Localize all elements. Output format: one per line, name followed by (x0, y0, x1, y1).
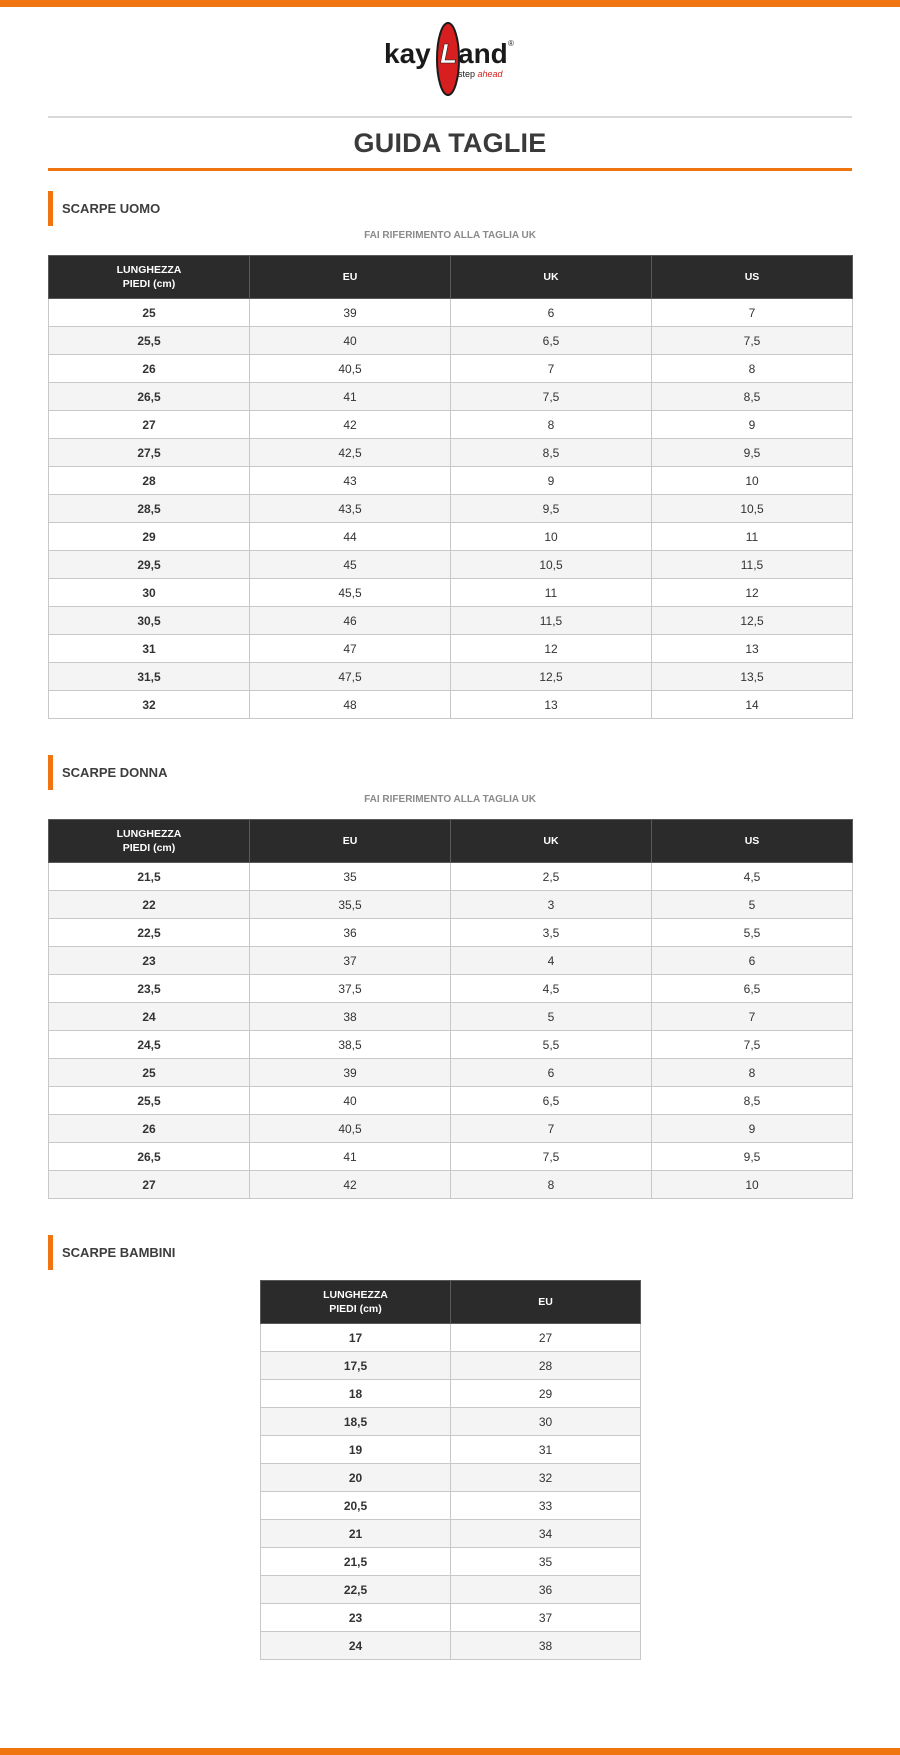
logo-text-left: kay (384, 38, 431, 69)
foot-length-cell: 26 (49, 1115, 250, 1143)
table-row (261, 1436, 641, 1464)
table-row (49, 1143, 853, 1171)
logo-text-right: and (458, 38, 508, 69)
table-row (49, 975, 853, 1003)
foot-length-cell: 25 (49, 299, 250, 327)
size-cell: 40 (250, 327, 451, 355)
size-cell: 12,5 (451, 663, 652, 691)
page-title: GUIDA TAGLIE (353, 128, 547, 158)
size-cell: 28 (451, 1352, 641, 1380)
size-cell: 37,5 (250, 975, 451, 1003)
size-cell: 9,5 (652, 439, 853, 467)
size-cell: 43,5 (250, 495, 451, 523)
section-accent-bar (48, 191, 53, 226)
column-header: US (652, 256, 853, 299)
size-cell: 10 (652, 467, 853, 495)
size-cell: 5 (652, 891, 853, 919)
size-cell: 5 (451, 1003, 652, 1031)
foot-length-cell: 20,5 (261, 1492, 451, 1520)
table-row (49, 863, 853, 891)
column-header: EU (250, 256, 451, 299)
table-row (49, 579, 853, 607)
foot-length-cell: 21,5 (49, 863, 250, 891)
size-cell: 5,5 (652, 919, 853, 947)
size-cell: 9 (652, 1115, 853, 1143)
table-row (49, 1059, 853, 1087)
size-cell: 4 (451, 947, 652, 975)
size-cell: 34 (451, 1520, 641, 1548)
size-cell: 13 (451, 691, 652, 719)
size-cell: 10 (451, 523, 652, 551)
size-cell: 8,5 (451, 439, 652, 467)
foot-length-cell: 23 (49, 947, 250, 975)
size-table-uomo (48, 255, 853, 719)
section-accent-bar (48, 755, 53, 790)
size-cell: 39 (250, 1059, 451, 1087)
size-cell: 43 (250, 467, 451, 495)
size-cell: 9 (451, 467, 652, 495)
table-row (49, 467, 853, 495)
table-row (49, 1031, 853, 1059)
size-table-donna (48, 819, 853, 1199)
size-cell: 6 (451, 1059, 652, 1087)
size-cell: 6,5 (451, 1087, 652, 1115)
table-row (49, 607, 853, 635)
size-cell: 6 (652, 947, 853, 975)
size-cell: 41 (250, 383, 451, 411)
section-note-donna: FAI RIFERIMENTO ALLA TAGLIA UK (364, 794, 536, 805)
foot-length-cell: 23 (261, 1604, 451, 1632)
table-row (49, 411, 853, 439)
column-header: LUNGHEZZA PIEDI (cm) (261, 1281, 451, 1324)
table-row (49, 327, 853, 355)
size-cell: 8,5 (652, 1087, 853, 1115)
size-cell: 11 (451, 579, 652, 607)
size-cell: 10,5 (451, 551, 652, 579)
table-row (49, 919, 853, 947)
foot-length-cell: 18,5 (261, 1408, 451, 1436)
table-row (49, 523, 853, 551)
size-cell: 4,5 (451, 975, 652, 1003)
foot-length-cell: 21 (261, 1520, 451, 1548)
size-cell: 8 (451, 411, 652, 439)
size-cell: 37 (250, 947, 451, 975)
size-cell: 29 (451, 1380, 641, 1408)
size-cell: 27 (451, 1324, 641, 1352)
foot-length-cell: 23,5 (49, 975, 250, 1003)
size-cell: 41 (250, 1143, 451, 1171)
section-title-bambini: SCARPE BAMBINI (62, 1245, 176, 1260)
size-cell: 9,5 (652, 1143, 853, 1171)
kayland-logo (382, 18, 522, 100)
size-cell: 7,5 (451, 1143, 652, 1171)
foot-length-cell: 22,5 (261, 1576, 451, 1604)
size-cell: 6 (451, 299, 652, 327)
table-row (49, 551, 853, 579)
size-cell: 42 (250, 411, 451, 439)
size-cell: 11,5 (451, 607, 652, 635)
table-row (49, 1003, 853, 1031)
size-cell: 6,5 (652, 975, 853, 1003)
table-row (49, 947, 853, 975)
size-cell: 40,5 (250, 1115, 451, 1143)
foot-length-cell: 27,5 (49, 439, 250, 467)
size-cell: 40,5 (250, 355, 451, 383)
foot-length-cell: 22 (49, 891, 250, 919)
size-cell: 32 (451, 1464, 641, 1492)
size-cell: 42 (250, 1171, 451, 1199)
table-row (49, 495, 853, 523)
size-cell: 5,5 (451, 1031, 652, 1059)
foot-length-cell: 30 (49, 579, 250, 607)
table-row (49, 663, 853, 691)
table-row (261, 1352, 641, 1380)
table-row (49, 355, 853, 383)
foot-length-cell: 18 (261, 1380, 451, 1408)
size-cell: 45,5 (250, 579, 451, 607)
section-title-donna: SCARPE DONNA (62, 765, 168, 780)
size-cell: 33 (451, 1492, 641, 1520)
table-row (49, 383, 853, 411)
table-row (261, 1576, 641, 1604)
size-cell: 10 (652, 1171, 853, 1199)
size-cell: 2,5 (451, 863, 652, 891)
table-row (49, 1171, 853, 1199)
size-cell: 7,5 (652, 327, 853, 355)
logo-registered-mark: ® (508, 39, 514, 48)
table-row (261, 1464, 641, 1492)
size-cell: 10,5 (652, 495, 853, 523)
title-underline (48, 168, 852, 171)
size-cell: 35 (250, 863, 451, 891)
size-cell: 8 (652, 1059, 853, 1087)
foot-length-cell: 29,5 (49, 551, 250, 579)
foot-length-cell: 29 (49, 523, 250, 551)
size-cell: 8 (451, 1171, 652, 1199)
table-row (261, 1408, 641, 1436)
size-cell: 9,5 (451, 495, 652, 523)
size-cell: 3,5 (451, 919, 652, 947)
size-cell: 37 (451, 1604, 641, 1632)
size-cell: 38,5 (250, 1031, 451, 1059)
table-row (49, 635, 853, 663)
logo-tagline: step ahead (458, 69, 503, 79)
size-cell: 7 (652, 299, 853, 327)
size-cell: 40 (250, 1087, 451, 1115)
table-row (49, 891, 853, 919)
foot-length-cell: 32 (49, 691, 250, 719)
logo-letter-l: L (440, 38, 458, 69)
size-cell: 36 (451, 1576, 641, 1604)
table-row (49, 299, 853, 327)
header-divider (48, 116, 852, 118)
column-header: EU (451, 1281, 641, 1324)
size-cell: 48 (250, 691, 451, 719)
column-header: LUNGHEZZA PIEDI (cm) (49, 256, 250, 299)
table-row (261, 1324, 641, 1352)
foot-length-cell: 28,5 (49, 495, 250, 523)
size-cell: 35 (451, 1548, 641, 1576)
size-cell: 14 (652, 691, 853, 719)
foot-length-cell: 22,5 (49, 919, 250, 947)
size-cell: 7 (451, 355, 652, 383)
foot-length-cell: 25 (49, 1059, 250, 1087)
size-cell: 6,5 (451, 327, 652, 355)
section-accent-bar (48, 1235, 53, 1270)
table-row (261, 1380, 641, 1408)
foot-length-cell: 31,5 (49, 663, 250, 691)
foot-length-cell: 30,5 (49, 607, 250, 635)
top-accent-bar (0, 0, 900, 7)
table-row (261, 1632, 641, 1660)
foot-length-cell: 26,5 (49, 1143, 250, 1171)
foot-length-cell: 17,5 (261, 1352, 451, 1380)
foot-length-cell: 27 (49, 1171, 250, 1199)
size-cell: 12 (451, 635, 652, 663)
column-header: LUNGHEZZA PIEDI (cm) (49, 820, 250, 863)
size-cell: 47,5 (250, 663, 451, 691)
foot-length-cell: 25,5 (49, 1087, 250, 1115)
foot-length-cell: 19 (261, 1436, 451, 1464)
foot-length-cell: 17 (261, 1324, 451, 1352)
table-row (49, 1115, 853, 1143)
size-cell: 44 (250, 523, 451, 551)
table-row (261, 1492, 641, 1520)
table-row (49, 439, 853, 467)
size-table-bambini (260, 1280, 641, 1660)
section-note-uomo: FAI RIFERIMENTO ALLA TAGLIA UK (364, 230, 536, 241)
foot-length-cell: 31 (49, 635, 250, 663)
size-cell: 7 (451, 1115, 652, 1143)
size-cell: 11,5 (652, 551, 853, 579)
table-row (49, 1087, 853, 1115)
column-header: EU (250, 820, 451, 863)
size-cell: 3 (451, 891, 652, 919)
column-header: US (652, 820, 853, 863)
size-cell: 8,5 (652, 383, 853, 411)
table-row (261, 1520, 641, 1548)
table-row (261, 1604, 641, 1632)
table-row (49, 691, 853, 719)
column-header: UK (451, 256, 652, 299)
bottom-accent-bar (0, 1748, 900, 1755)
size-cell: 7 (652, 1003, 853, 1031)
size-cell: 45 (250, 551, 451, 579)
size-cell: 31 (451, 1436, 641, 1464)
size-cell: 13,5 (652, 663, 853, 691)
size-cell: 38 (451, 1632, 641, 1660)
foot-length-cell: 24 (261, 1632, 451, 1660)
foot-length-cell: 20 (261, 1464, 451, 1492)
size-cell: 12 (652, 579, 853, 607)
size-cell: 11 (652, 523, 853, 551)
size-cell: 8 (652, 355, 853, 383)
size-cell: 7,5 (652, 1031, 853, 1059)
column-header: UK (451, 820, 652, 863)
foot-length-cell: 25,5 (49, 327, 250, 355)
size-cell: 30 (451, 1408, 641, 1436)
size-cell: 38 (250, 1003, 451, 1031)
foot-length-cell: 28 (49, 467, 250, 495)
table-row (261, 1548, 641, 1576)
foot-length-cell: 21,5 (261, 1548, 451, 1576)
size-cell: 7,5 (451, 383, 652, 411)
foot-length-cell: 27 (49, 411, 250, 439)
size-cell: 47 (250, 635, 451, 663)
size-cell: 39 (250, 299, 451, 327)
foot-length-cell: 24 (49, 1003, 250, 1031)
size-cell: 12,5 (652, 607, 853, 635)
size-cell: 42,5 (250, 439, 451, 467)
size-cell: 4,5 (652, 863, 853, 891)
size-cell: 46 (250, 607, 451, 635)
size-cell: 36 (250, 919, 451, 947)
size-cell: 35,5 (250, 891, 451, 919)
foot-length-cell: 26 (49, 355, 250, 383)
size-cell: 13 (652, 635, 853, 663)
size-cell: 9 (652, 411, 853, 439)
foot-length-cell: 24,5 (49, 1031, 250, 1059)
foot-length-cell: 26,5 (49, 383, 250, 411)
section-title-uomo: SCARPE UOMO (62, 201, 161, 216)
